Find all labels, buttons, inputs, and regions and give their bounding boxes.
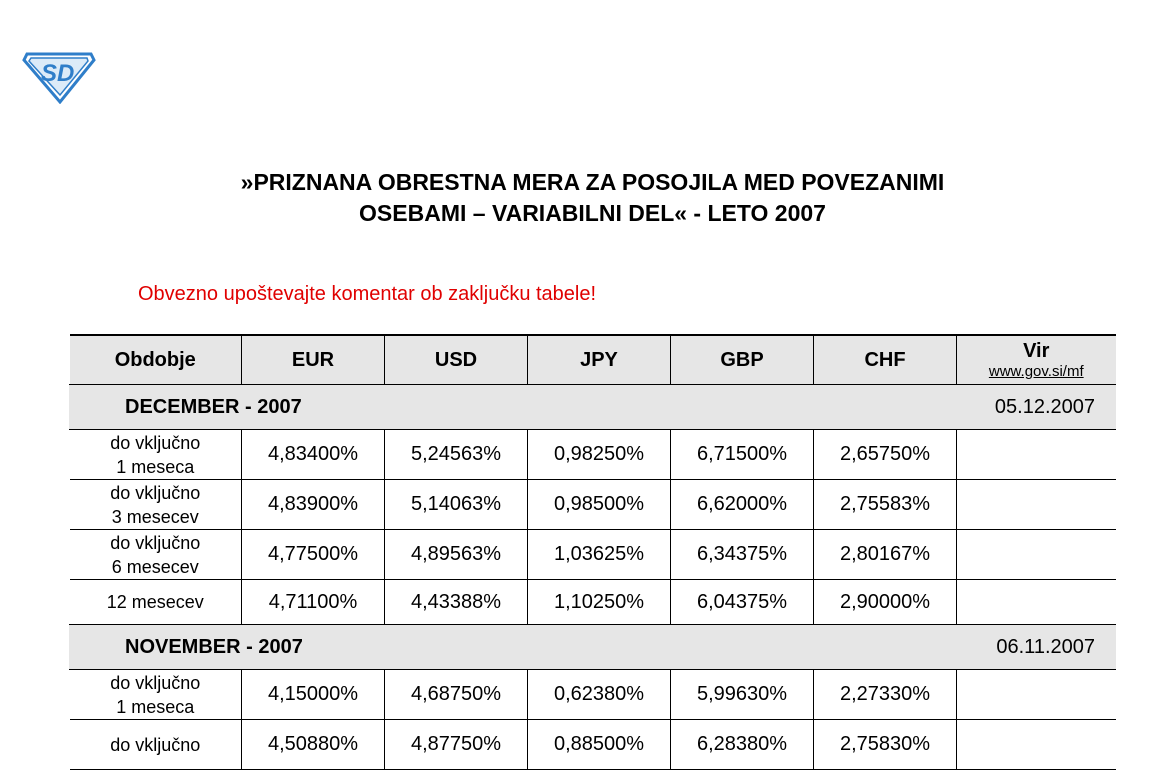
chf-rate: 2,27330%	[814, 670, 957, 720]
period-cell	[70, 670, 242, 720]
source-cell	[957, 480, 1116, 530]
section-row-november	[70, 625, 1116, 670]
table-row	[70, 580, 1116, 625]
eur-rate: 4,71100%	[242, 580, 385, 625]
warning-note: Obvezno upoštevajte komentar ob zaključku tabele!	[138, 283, 597, 305]
table-row	[70, 720, 1116, 770]
usd-rate: 4,68750%	[385, 670, 528, 720]
eur-rate: 4,15000%	[242, 670, 385, 720]
period-line-2: 1 meseca	[116, 456, 195, 477]
period-line-1: 12 mesecev	[106, 592, 204, 612]
source-link[interactable]: www.gov.si/mf	[988, 362, 1084, 380]
period-cell	[70, 580, 242, 625]
jpy-rate: 1,10250%	[528, 580, 671, 625]
usd-rate: 4,43388%	[385, 580, 528, 625]
jpy-rate: 0,98500%	[528, 480, 671, 530]
logo-text: SD	[41, 60, 75, 87]
page-title	[0, 167, 1157, 229]
period-cell	[70, 530, 242, 580]
jpy-rate: 0,62380%	[528, 670, 671, 720]
section-date: 05.12.2007	[957, 385, 1116, 430]
jpy-rate: 0,88500%	[528, 720, 671, 770]
gbp-rate: 6,34375%	[671, 530, 814, 580]
header-eur: EUR	[242, 335, 385, 385]
table-row	[70, 430, 1116, 480]
source-cell	[957, 670, 1116, 720]
chf-rate: 2,90000%	[814, 580, 957, 625]
period-line-2: 3 mesecev	[111, 506, 199, 527]
table-row	[70, 670, 1116, 720]
header-usd: USD	[385, 335, 528, 385]
page-title-line-1: »PRIZNANA OBRESTNA MERA ZA POSOJILA MED POVEZANIMI	[240, 169, 945, 195]
section-date: 06.11.2007	[957, 625, 1116, 670]
section-title: NOVEMBER - 2007	[70, 625, 957, 670]
usd-rate: 4,87750%	[385, 720, 528, 770]
table-row	[70, 480, 1116, 530]
header-period: Obdobje	[70, 335, 242, 385]
period-line-1: do vključno	[110, 432, 201, 453]
table-header-row	[70, 335, 1116, 385]
sd-shield-logo-icon	[22, 48, 96, 104]
jpy-rate: 0,98250%	[528, 430, 671, 480]
header-source-label: Vir	[1023, 339, 1050, 362]
usd-rate: 4,89563%	[385, 530, 528, 580]
header-chf: CHF	[814, 335, 957, 385]
chf-rate: 2,75583%	[814, 480, 957, 530]
source-cell	[957, 720, 1116, 770]
chf-rate: 2,80167%	[814, 530, 957, 580]
eur-rate: 4,50880%	[242, 720, 385, 770]
chf-rate: 2,75830%	[814, 720, 957, 770]
eur-rate: 4,77500%	[242, 530, 385, 580]
eur-rate: 4,83400%	[242, 430, 385, 480]
gbp-rate: 6,04375%	[671, 580, 814, 625]
usd-rate: 5,24563%	[385, 430, 528, 480]
chf-rate: 2,65750%	[814, 430, 957, 480]
gbp-rate: 5,99630%	[671, 670, 814, 720]
period-line-2: 6 mesecev	[111, 556, 199, 577]
source-cell	[957, 530, 1116, 580]
gbp-rate: 6,28380%	[671, 720, 814, 770]
period-line-1: do vključno	[110, 532, 201, 553]
period-line-2: 1 meseca	[116, 696, 195, 717]
jpy-rate: 1,03625%	[528, 530, 671, 580]
gbp-rate: 6,62000%	[671, 480, 814, 530]
source-cell	[957, 430, 1116, 480]
period-cell	[70, 430, 242, 480]
period-cell	[70, 720, 242, 770]
section-row-december	[70, 385, 1116, 430]
header-source	[957, 335, 1116, 385]
section-title: DECEMBER - 2007	[70, 385, 957, 430]
usd-rate: 5,14063%	[385, 480, 528, 530]
period-cell	[70, 480, 242, 530]
source-cell	[957, 580, 1116, 625]
interest-rate-table	[69, 334, 1116, 770]
period-line-1: do vključno	[110, 672, 201, 693]
eur-rate: 4,83900%	[242, 480, 385, 530]
header-gbp: GBP	[671, 335, 814, 385]
period-line-1: do vključno	[110, 482, 201, 503]
table-row	[70, 530, 1116, 580]
gbp-rate: 6,71500%	[671, 430, 814, 480]
header-jpy: JPY	[528, 335, 671, 385]
period-line-1: do vključno	[110, 734, 201, 755]
page-title-line-2: OSEBAMI – VARIABILNI DEL« - LETO 2007	[359, 200, 826, 226]
